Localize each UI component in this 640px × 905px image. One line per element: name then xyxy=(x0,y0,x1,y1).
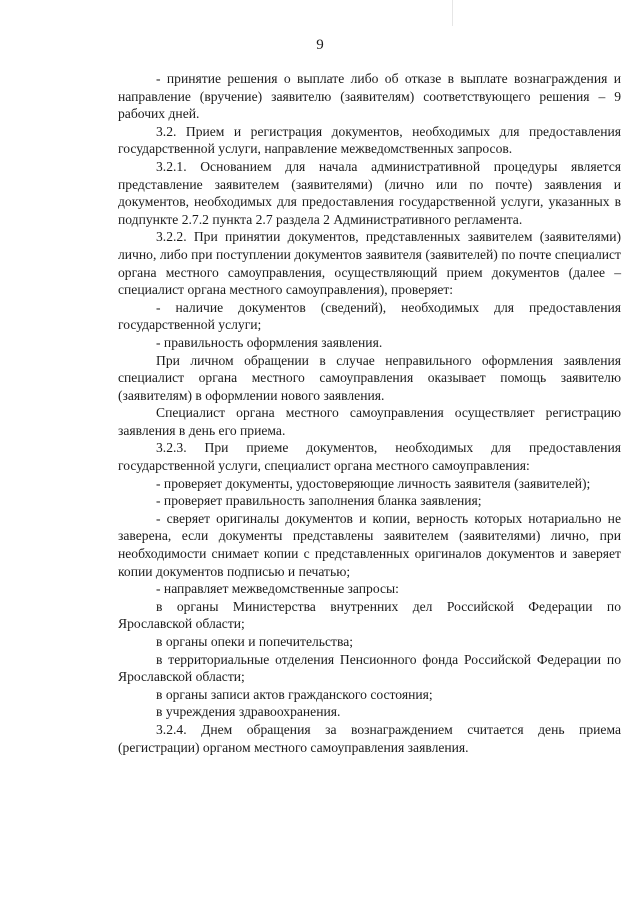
paragraph-section-3-2-3: 3.2.3. При приеме документов, необходимых для предоставления государственной услуги, специалист органа местного самоуправления: xyxy=(118,440,621,474)
paragraph-healthcare: в учреждения здравоохранения. xyxy=(156,704,341,720)
paragraph-personal-visit: При личном обращении в случае неправильного оформления заявления специалист органа местного самоуправления оказывает помощь заявителю (заявителям) в оформлении нового заявления. xyxy=(118,352,621,403)
paragraph-identity-check: - проверяет документы, удостоверяющие личность заявителя (заявителей); xyxy=(156,475,591,491)
paragraph-originals-check: - сверяет оригиналы документов и копии, верность которых нотариально не заверена, если документы представлены заявителем (заявителями) лично, при необходимости снимает копии с представленных оригиналов документов и заверяет копии документов подписью и печатью; xyxy=(118,510,621,579)
paragraph-civil-registry: в органы записи актов гражданского состояния; xyxy=(156,686,433,702)
paragraph-section-3-2: 3.2. Прием и регистрация документов, необходимых для предоставления государственной услуги, направление межведомственных запросов. xyxy=(118,123,621,157)
paragraph-check-form: - правильность оформления заявления. xyxy=(156,334,383,350)
paragraph-section-3-2-2: 3.2.2. При принятии документов, представленных заявителем (заявителями) лично, либо при поступлении документов заявителя (заявителей) по почте специалист органа местного самоуправления, осуществляющий прием документов (далее – специалист органа местного самоуправления), проверяет: xyxy=(118,229,621,298)
scan-edge-mark xyxy=(452,0,453,26)
paragraph-check-documents: - наличие документов (сведений), необходимых для предоставления государственной услуги; xyxy=(118,299,621,333)
paragraph-guardianship: в органы опеки и попечительства; xyxy=(156,634,354,649)
paragraph-payment-decision: - принятие решения о выплате либо об отказе в выплате вознаграждения и направление (вручение) заявителю (заявителям) соответствующего решения – 9 рабочих дней. xyxy=(118,71,621,122)
paragraph-section-3-2-1: 3.2.1. Основанием для начала административной процедуры является представление заявителем (заявителями) (лично или по почте) заявления и документов, необходимых для предоставления государственной услуги, указанных в подпункте 2.7.2 пункта 2.7 раздела 2 Административного регламента. xyxy=(118,158,621,227)
paragraph-section-3-2-4: 3.2.4. Днем обращения за вознаграждением считается день приема (регистрации) органом местного самоуправления заявления. xyxy=(118,721,621,755)
paragraph-form-check: - проверяет правильность заполнения бланка заявления; xyxy=(156,493,482,509)
paragraph-mvd: в органы Министерства внутренних дел Российской Федерации по Ярославской области; xyxy=(118,598,621,632)
paragraph-interagency-requests: - направляет межведомственные запросы: xyxy=(156,581,399,597)
page-number: 9 xyxy=(316,37,324,53)
paragraph-pension-fund: в территориальные отделения Пенсионного фонда Российской Федерации по Ярославской области; xyxy=(118,651,621,685)
document-body xyxy=(118,70,621,756)
paragraph-registration: Специалист органа местного самоуправления осуществляет регистрацию заявления в день его приема. xyxy=(118,405,621,438)
